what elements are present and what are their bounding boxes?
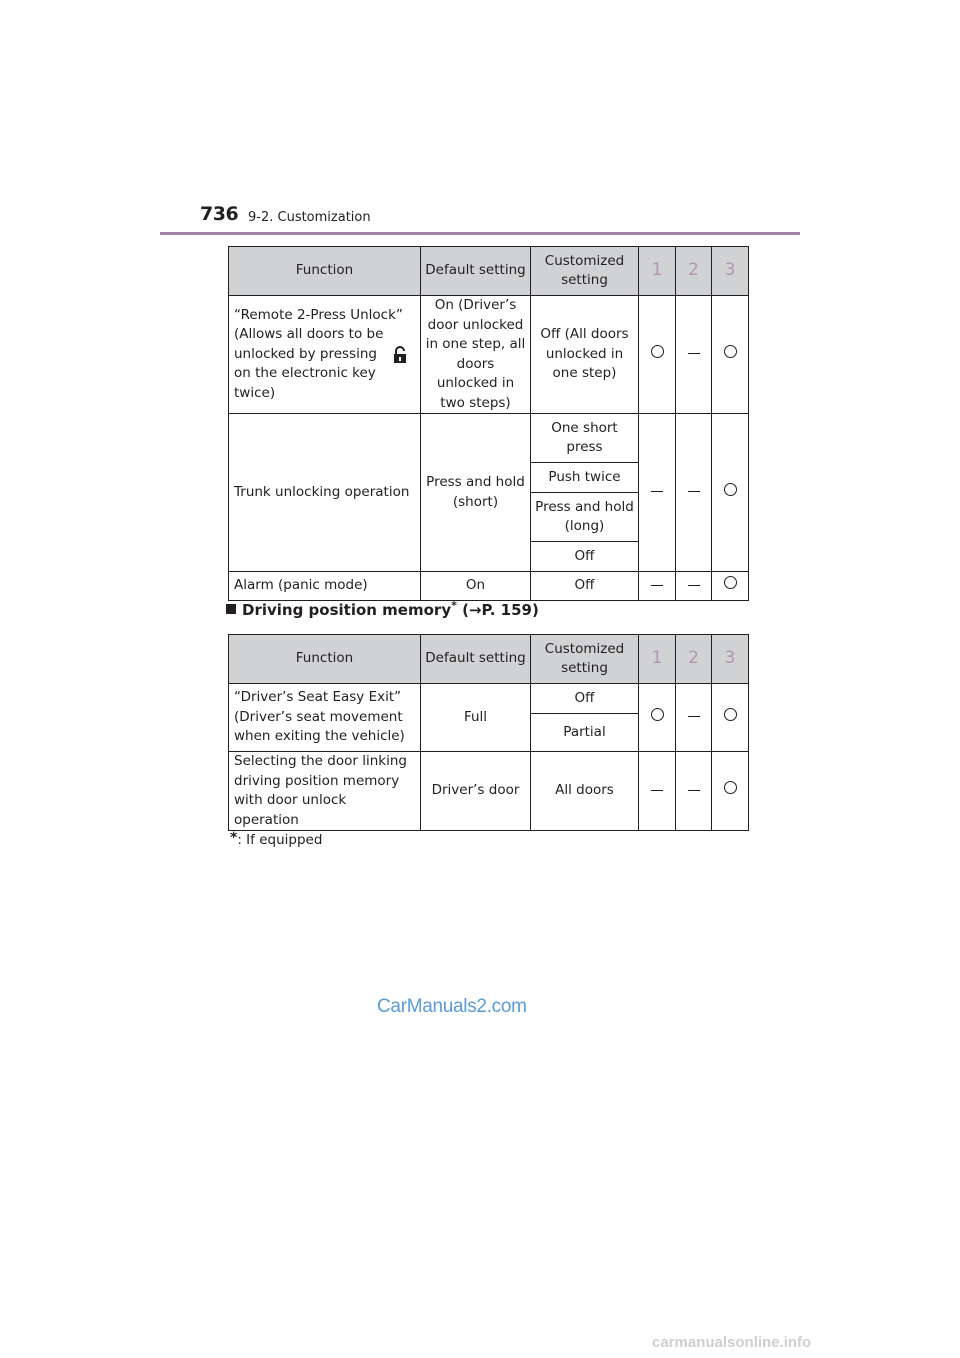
table-header-row xyxy=(229,635,749,684)
col-number-3: 3 xyxy=(724,647,736,668)
availability-2 xyxy=(676,572,712,601)
page-header xyxy=(160,200,800,236)
table-header-row xyxy=(229,247,749,296)
col-header-1 xyxy=(639,635,676,684)
table-row xyxy=(229,752,749,831)
function-cell: “Driver’s Seat Easy Exit” (Driver’s seat movement when exiting the vehicle) xyxy=(229,684,421,752)
circle-mark xyxy=(724,483,737,496)
page-number: 736 xyxy=(200,203,239,225)
settings-table-2 xyxy=(228,634,749,831)
circle-mark xyxy=(724,708,737,721)
dash-mark xyxy=(651,790,663,791)
availability-1 xyxy=(639,752,676,831)
availability-3 xyxy=(712,296,749,414)
subheading-asterisk: * xyxy=(451,599,457,612)
circle-mark xyxy=(651,345,664,358)
availability-1 xyxy=(639,572,676,601)
col-number-2: 2 xyxy=(688,647,699,668)
col-header-function: Function xyxy=(229,247,421,296)
table-row xyxy=(229,684,749,714)
function-text-tail: on the electronic key twice) xyxy=(234,365,376,401)
watermark-footer: carmanualsonline.info xyxy=(652,1334,812,1351)
function-cell: Selecting the door linking driving position memory with door unlock operation xyxy=(229,752,421,831)
availability-1 xyxy=(639,414,676,572)
customized-cell: Partial xyxy=(531,714,639,752)
circle-mark xyxy=(724,345,737,358)
default-cell: On (Driver’s door unlocked in one step, all doors unlocked in two steps) xyxy=(421,296,531,414)
availability-2 xyxy=(676,684,712,752)
table-row xyxy=(229,414,749,463)
col-number-1: 1 xyxy=(651,259,663,280)
table-row xyxy=(229,572,749,601)
dash-mark xyxy=(688,491,700,492)
availability-2 xyxy=(676,414,712,572)
subheading xyxy=(226,599,539,619)
page-reference: (→P. 159) xyxy=(456,601,539,619)
dash-mark xyxy=(688,790,700,791)
dash-mark xyxy=(688,353,700,354)
settings-table-1 xyxy=(228,246,749,601)
watermark-logo: CarManuals2.com xyxy=(377,996,527,1017)
availability-3 xyxy=(712,752,749,831)
customized-cell: Off xyxy=(531,684,639,714)
circle-mark xyxy=(651,708,664,721)
col-header-customized: Customized setting xyxy=(531,247,639,296)
default-cell: Full xyxy=(421,684,531,752)
footnote-marker: * xyxy=(230,830,238,846)
customized-cell: Push twice xyxy=(531,463,639,493)
default-cell: Press and hold (short) xyxy=(421,414,531,572)
square-bullet-icon xyxy=(226,604,236,614)
availability-3 xyxy=(712,414,749,572)
dash-mark xyxy=(651,585,663,586)
col-number-3: 3 xyxy=(724,259,736,280)
subheading-text: Driving position memory xyxy=(242,601,452,619)
default-cell: Driver’s door xyxy=(421,752,531,831)
circle-mark xyxy=(724,576,737,589)
availability-3 xyxy=(712,684,749,752)
col-header-2 xyxy=(676,247,712,296)
function-cell: Alarm (panic mode) xyxy=(229,572,421,601)
availability-1 xyxy=(639,684,676,752)
availability-2 xyxy=(676,752,712,831)
col-header-3 xyxy=(712,247,749,296)
circle-mark xyxy=(724,781,737,794)
col-number-2: 2 xyxy=(688,259,699,280)
function-text: “Remote 2-Press Unlock” (Allows all doors to be unlocked by pressing xyxy=(234,306,403,362)
lock-icon xyxy=(393,346,407,364)
footnote-text: : If equipped xyxy=(237,832,323,848)
col-number-1: 1 xyxy=(651,647,663,668)
col-header-default: Default setting xyxy=(421,635,531,684)
customized-cell: Off xyxy=(531,572,639,601)
dash-mark xyxy=(688,585,700,586)
dash-mark xyxy=(688,716,700,717)
section-title: 9-2. Customization xyxy=(248,210,371,225)
col-header-1 xyxy=(639,247,676,296)
customized-cell: Press and hold (long) xyxy=(531,493,639,542)
function-cell: Trunk unlocking operation xyxy=(229,414,421,572)
customized-cell: Off (All doors unlocked in one step) xyxy=(531,296,639,414)
header-rule xyxy=(160,232,800,235)
availability-1 xyxy=(639,296,676,414)
col-header-2 xyxy=(676,635,712,684)
customized-cell: One short press xyxy=(531,414,639,463)
customized-cell: All doors xyxy=(531,752,639,831)
table-row xyxy=(229,296,749,414)
availability-2 xyxy=(676,296,712,414)
col-header-customized: Customized setting xyxy=(531,635,639,684)
footnote xyxy=(230,830,322,848)
default-cell: On xyxy=(421,572,531,601)
customized-cell: Off xyxy=(531,542,639,572)
col-header-default: Default setting xyxy=(421,247,531,296)
col-header-function: Function xyxy=(229,635,421,684)
col-header-3 xyxy=(712,635,749,684)
availability-3 xyxy=(712,572,749,601)
function-cell xyxy=(229,296,421,414)
dash-mark xyxy=(651,491,663,492)
